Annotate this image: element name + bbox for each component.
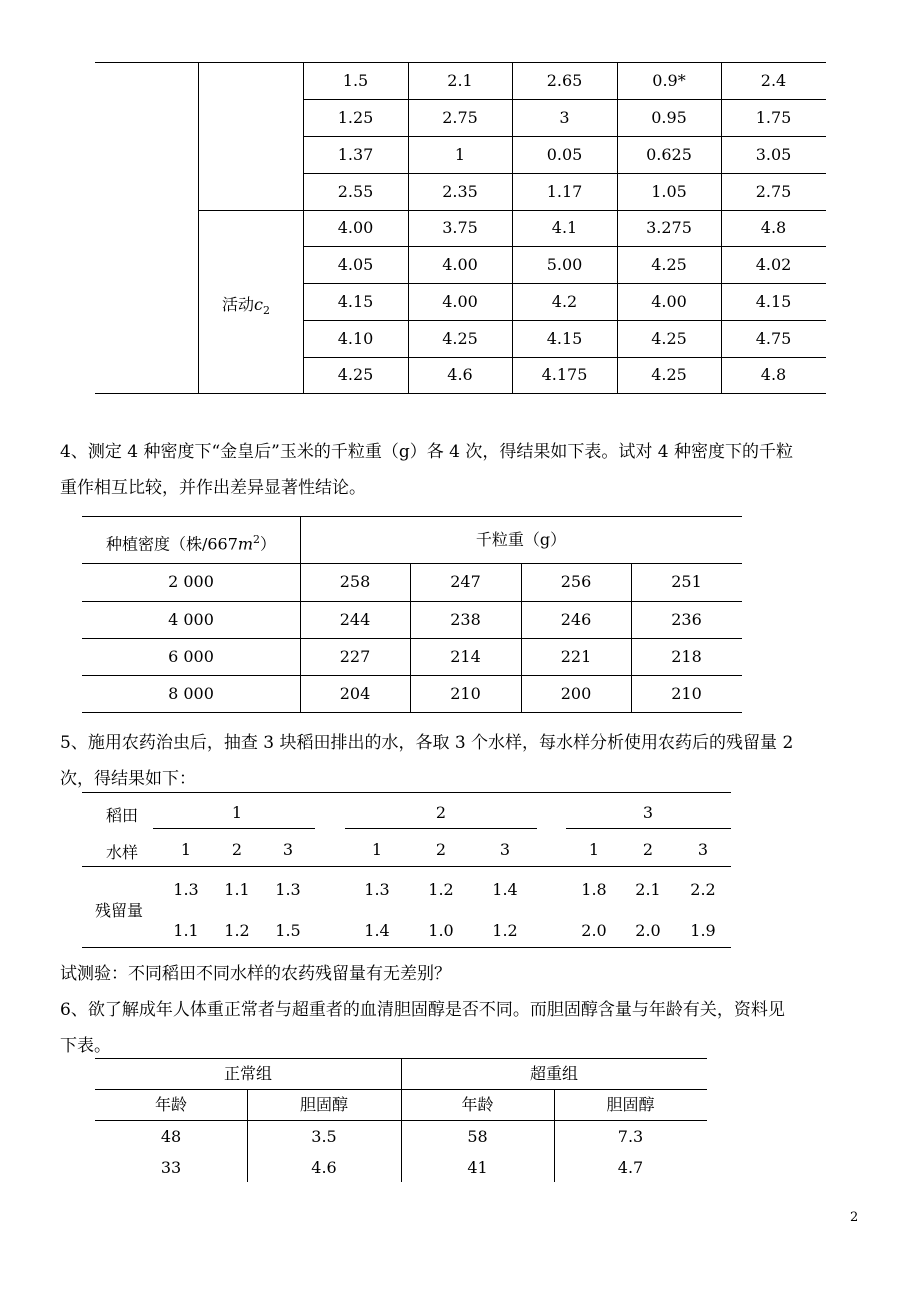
table-cell: 0.9* — [652, 71, 686, 90]
cholesterol-cell: 4.6 — [311, 1158, 337, 1177]
row-label-c2: 活动$c_2$ — [222, 295, 270, 318]
residue-value: 2.1 — [635, 880, 661, 899]
weight-value: 258 — [339, 572, 371, 591]
sample-number: 3 — [697, 840, 709, 859]
field-number: 1 — [231, 803, 243, 822]
weight-value: 218 — [671, 647, 702, 666]
table-cell: 5.00 — [546, 255, 583, 274]
cholesterol-cell: 48 — [160, 1127, 182, 1146]
table-cell: 4.02 — [755, 255, 792, 274]
table-cell: 4.05 — [337, 255, 374, 274]
group-overweight: 超重组 — [529, 1064, 578, 1083]
residue-value: 1.1 — [224, 880, 250, 899]
table-cell: 1.75 — [755, 108, 792, 127]
weight-value: 247 — [450, 572, 481, 591]
group-normal: 正常组 — [223, 1064, 272, 1083]
table-cell: 2.55 — [337, 182, 374, 201]
residue-value: 1.2 — [428, 880, 454, 899]
q6-text-line1: 6、欲了解成年人体重正常者与超重者的血清胆固醇是否不同。而胆固醇含量与年龄有关，资料见 — [60, 1000, 785, 1020]
table-cell: 4.10 — [337, 329, 374, 348]
cholesterol-cell: 4.7 — [617, 1158, 644, 1177]
table-cell: 4.175 — [541, 365, 588, 384]
table-cell: 4.00 — [442, 255, 478, 274]
weight-value: 227 — [339, 647, 371, 666]
sample-number: 2 — [642, 840, 654, 859]
sample-number: 3 — [282, 840, 294, 859]
sample-number: 2 — [231, 840, 243, 859]
weight-value: 210 — [671, 684, 702, 703]
table-cell: 3.75 — [442, 218, 478, 237]
col-age-over: 年龄 — [461, 1095, 494, 1114]
residue-value: 1.9 — [690, 921, 716, 940]
table-cell: 0.05 — [546, 145, 583, 164]
residue-value: 1.4 — [492, 880, 518, 899]
table-cell: 1.17 — [546, 182, 583, 201]
table-cell: 4.00 — [651, 292, 687, 311]
table-cell: 4.8 — [760, 365, 787, 384]
residue-value: 1.1 — [173, 921, 199, 940]
table-cell: 3.275 — [646, 218, 692, 237]
weight-value: 236 — [671, 610, 702, 629]
sample-number: 2 — [435, 840, 447, 859]
table-cell: 4.25 — [651, 365, 687, 384]
q4-text-line2: 重作相互比较，并作出差异显著性结论。 — [60, 478, 366, 498]
cholesterol-cell: 3.5 — [311, 1127, 337, 1146]
table-cell: 4.00 — [337, 218, 374, 237]
col-age-normal: 年龄 — [154, 1095, 187, 1114]
sample-number: 1 — [371, 840, 383, 859]
table-cell: 4.25 — [337, 365, 374, 384]
table-cell: 4.15 — [546, 329, 583, 348]
col-chol-over: 胆固醇 — [606, 1095, 655, 1114]
table-cell: 1.25 — [337, 108, 374, 127]
residue-value: 1.4 — [364, 921, 390, 940]
residue-value: 1.3 — [173, 880, 199, 899]
sample-number: 1 — [180, 840, 192, 859]
residue-value: 1.8 — [581, 880, 607, 899]
weight-value: 210 — [450, 684, 481, 703]
weight-value: 200 — [560, 684, 592, 703]
label-residue: 残留量 — [95, 901, 144, 920]
cholesterol-cell: 41 — [467, 1158, 488, 1177]
table-cell: 1.05 — [651, 182, 687, 201]
table-cell: 4.8 — [760, 218, 787, 237]
table-cell: 2.75 — [755, 182, 792, 201]
table-cell: 2.35 — [442, 182, 478, 201]
density-value: 2 000 — [168, 572, 214, 591]
table-cell: 2.65 — [546, 71, 583, 90]
cholesterol-cell: 7.3 — [617, 1127, 644, 1146]
weight-value: 221 — [560, 647, 592, 666]
sample-number: 1 — [588, 840, 600, 859]
density-value: 4 000 — [168, 610, 214, 629]
label-sample: 水样 — [106, 843, 139, 862]
weight-value: 246 — [560, 610, 592, 629]
table-cell: 4.1 — [551, 218, 578, 237]
q6-text-line2: 下表。 — [60, 1036, 111, 1056]
page-number: 2 — [850, 1210, 859, 1225]
sample-number: 3 — [499, 840, 511, 859]
residue-value: 1.3 — [364, 880, 390, 899]
residue-value: 1.2 — [492, 921, 518, 940]
label-field: 稻田 — [106, 806, 139, 825]
cholesterol-cell: 33 — [160, 1158, 182, 1177]
table-cell: 4.25 — [442, 329, 478, 348]
residue-value: 1.5 — [275, 921, 301, 940]
weight-value: 244 — [339, 610, 371, 629]
q5-text-line2: 次，得结果如下： — [60, 769, 196, 789]
table-cell: 1.5 — [342, 71, 369, 90]
weight-value: 251 — [671, 572, 702, 591]
density-value: 6 000 — [168, 647, 214, 666]
table-cell: 1 — [454, 145, 466, 164]
residue-value: 1.2 — [224, 921, 250, 940]
table-cell: 3 — [559, 108, 570, 127]
weight-value: 214 — [450, 647, 481, 666]
table-cell: 4.15 — [337, 292, 374, 311]
table-cell: 2.1 — [447, 71, 473, 90]
header-density: 种植密度（株$/667m^2$） — [105, 533, 277, 554]
table-cell: 3.05 — [755, 145, 792, 164]
weight-value: 204 — [339, 684, 371, 703]
table-cell: 2.4 — [760, 71, 787, 90]
residue-value: 2.2 — [690, 880, 716, 899]
table-cell: 4.25 — [651, 329, 687, 348]
table-cell: 4.6 — [447, 365, 473, 384]
header-weight: 千粒重（g） — [475, 530, 567, 549]
weight-value: 256 — [560, 572, 592, 591]
table-cell: 4.25 — [651, 255, 687, 274]
field-number: 3 — [642, 803, 654, 822]
residue-value: 2.0 — [581, 921, 607, 940]
weight-value: 238 — [450, 610, 481, 629]
q4-text-line1: 4、测定 4 种密度下“金皇后”玉米的千粒重（g）各 4 次，得结果如下表。试对 4 种密度下的千粒 — [60, 442, 793, 462]
table-cell: 2.75 — [442, 108, 478, 127]
q5-question: 试测验：不同稻田不同水样的农药残留量有无差别？ — [60, 964, 451, 984]
table-cell: 0.95 — [651, 108, 687, 127]
cholesterol-cell: 58 — [467, 1127, 488, 1146]
table-cell: 4.15 — [755, 292, 792, 311]
density-value: 8 000 — [168, 684, 214, 703]
q5-text-line1: 5、施用农药治虫后，抽查 3 块稻田排出的水，各取 3 个水样，每水样分析使用农药后的残留量 2 — [60, 733, 794, 753]
residue-value: 2.0 — [635, 921, 661, 940]
table-cell: 4.75 — [755, 329, 792, 348]
table-cell: 1.37 — [337, 145, 374, 164]
residue-value: 1.0 — [428, 921, 454, 940]
table-cell: 0.625 — [646, 145, 692, 164]
table-cell: 4.00 — [442, 292, 478, 311]
table-cell: 4.2 — [551, 292, 578, 311]
col-chol-normal: 胆固醇 — [299, 1095, 348, 1114]
field-number: 2 — [435, 803, 447, 822]
residue-value: 1.3 — [275, 880, 301, 899]
